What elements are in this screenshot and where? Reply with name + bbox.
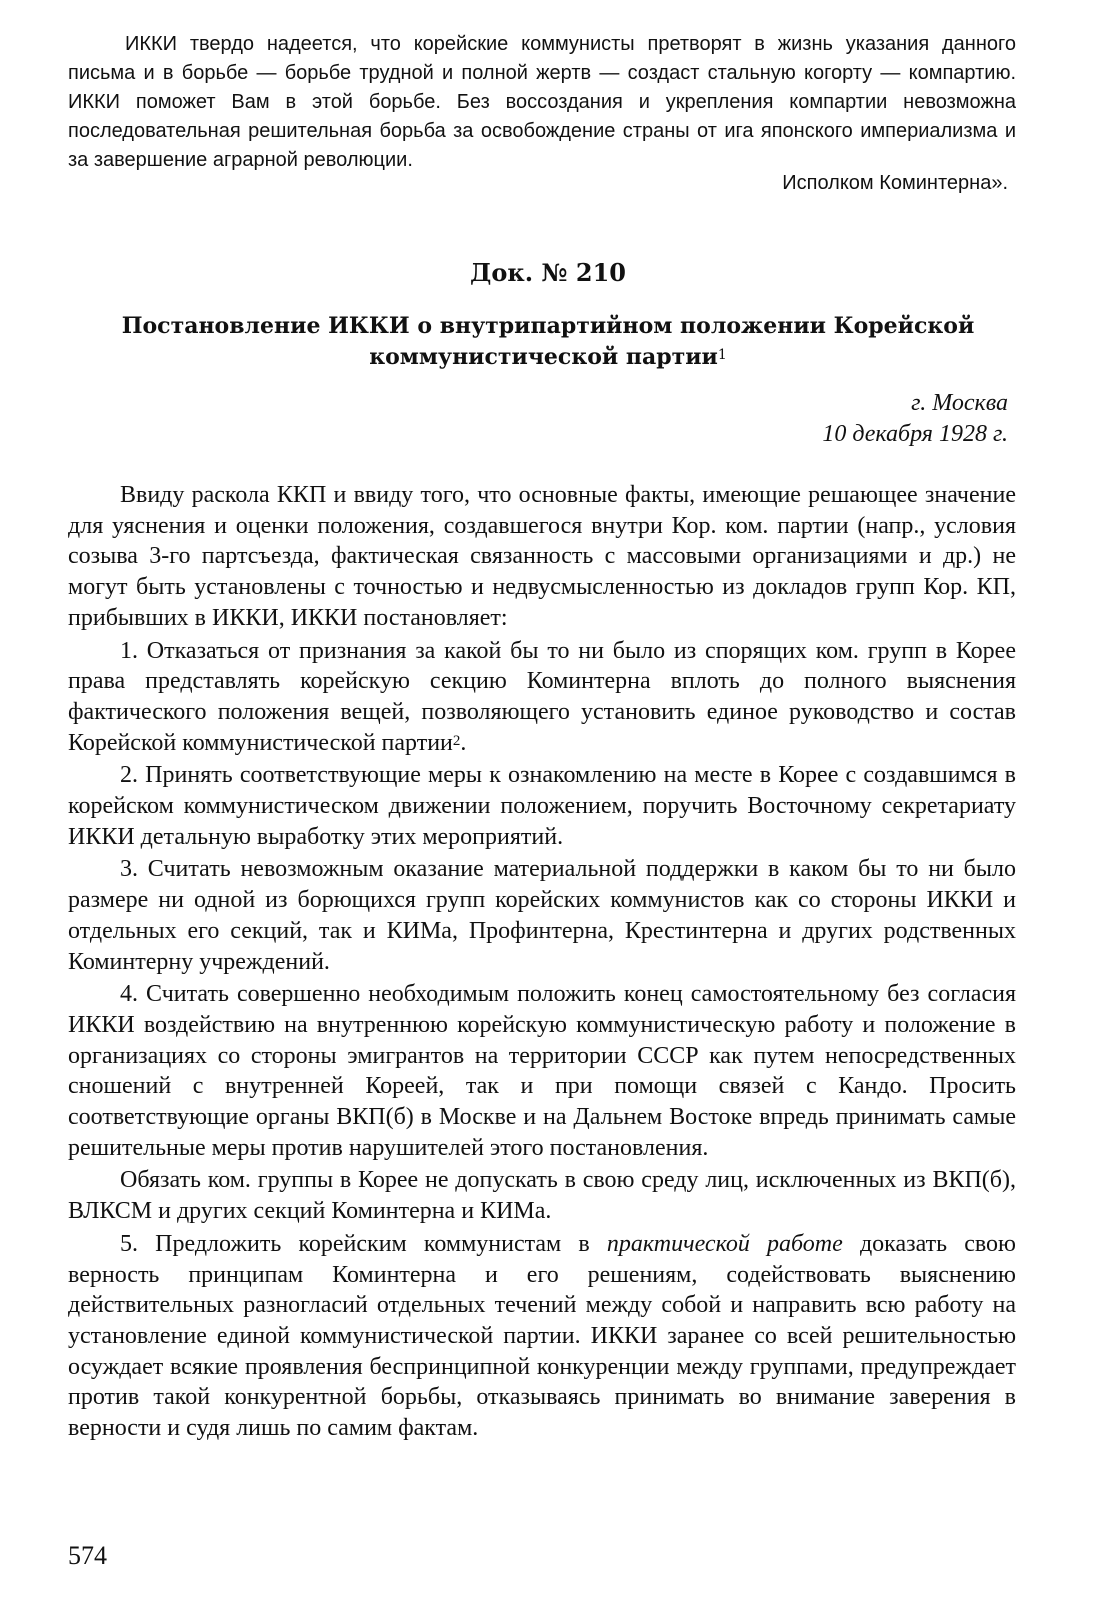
item-5-start: 5. Предложить корейским коммунистам в — [120, 1230, 607, 1257]
item-1-text: 1. Отказаться от признания за какой бы то ни было из спорящих ком. групп в Корее права представлять корейскую секцию Коминтерна вплоть до полного выяснения фактического положения вещей, позволяющего установить единое руководство и состав Корейской коммунистической партии — [68, 637, 1016, 756]
document-title: Постановление ИККИ о внутрипартийном положении Корейской коммунистической партии — [121, 313, 975, 370]
document-title-block — [90, 311, 1006, 373]
item-3-paragraph: 3. Считать невозможным оказание материальной поддержки в каком бы то ни было размере ни одной из борющихся групп корейских коммунистов как со стороны ИККИ и отдельных его секций, так и КИМа, Профинтерна, Крестинтерна и других родственных Коминтерну учреждений. — [68, 856, 1016, 975]
document-number: Док. № 210 — [470, 258, 626, 287]
item-1-footnote-marker: 2 — [452, 732, 461, 749]
document-place: г. Москва — [911, 390, 1008, 416]
item-5-emphasis: практической работе — [606, 1230, 843, 1257]
item-4-continuation-paragraph: Обязать ком. группы в Корее не допускать в свою среду лиц, исключенных из ВКП(б), ВЛКСМ и других секций Коминтерна и КИМа. — [68, 1167, 1016, 1225]
item-4-paragraph: 4. Считать совершенно необходимым положить конец самостоятельному без согласия ИККИ воздействию на внутреннюю корейскую коммунистическую работу и положение в организациях со стороны эмигрантов на территории СССР как путем непосредственных сношений с внутренней Кореей, так и при помощи связей с Кандо. Просить соответствующие органы ВКП(б) в Москве и на Дальнем Востоке впредь принимать самые решительные меры против нарушителей этого постановления. — [68, 981, 1016, 1161]
item-5-rest: доказать свою верность принципам Коминтерна и его решениям, содействовать выяснению действительных разногласий отдельных течений между собой и направить всю работу на установление единой коммунистической партии. ИККИ заранее со всей решительностью осуждает всякие проявления беспринципной конкуренции между группами, предупреждает против такой конкурентной борьбы, отказываясь принимать во внимание заверения в верности и судя лишь по самим фактам. — [68, 1230, 1016, 1442]
page-number: 574 — [68, 1541, 107, 1570]
item-1-end: . — [460, 729, 467, 756]
previous-document-closing-paragraph: ИККИ твердо надеется, что корейские коммунисты претворят в жизнь указания данного письма и в борьбе — борьбе трудной и полной жертв — создаст стальную когорту — компартию. ИККИ поможет Вам в этой борьбе. Без воссоздания и укрепления компартии невозможна последовательная решительная борьба за освобождение страны от ига японского империализма и за завершение аграрной революции. — [68, 33, 1016, 171]
item-5-paragraph — [68, 1229, 1016, 1444]
document-body — [68, 480, 1016, 1446]
item-1-paragraph — [68, 636, 1016, 759]
title-footnote-marker: 1 — [717, 347, 727, 363]
intro-paragraph: Ввиду раскола ККП и ввиду того, что основные факты, имеющие решающее значение для уяснения и оценки положения, создавшегося внутри Кор. ком. партии (напр., условия созыва 3-го партсъезда, фактическая связанность с массовыми организациями и др.) не могут быть установлены с точностью и недвусмысленностью из докладов групп Кор. КП, прибывших в ИККИ, ИККИ постановляет: — [68, 482, 1016, 631]
item-2-paragraph: 2. Принять соответствующие меры к ознакомлению на месте в Корее с создавшимся в корейском коммунистическом движении положением, поручить Восточному секретариату ИККИ детальную выработку этих мероприятий. — [68, 762, 1016, 850]
previous-document-signature: Исполком Коминтерна». — [782, 172, 1008, 194]
document-date: 10 декабря 1928 г. — [822, 421, 1008, 447]
